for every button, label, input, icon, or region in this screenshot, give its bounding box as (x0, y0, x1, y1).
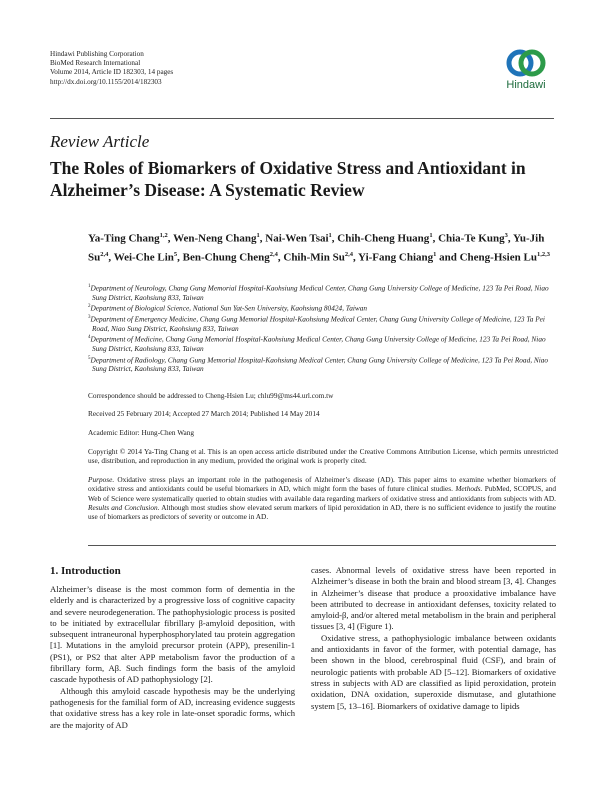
affiliation-item (88, 313, 558, 333)
abstract-purpose: Oxidative stress plays an important role in the pathogenesis of Alzheimer’s disease (AD). This paper aims to examine whether biomarkers of oxidative stress and antioxidants could be useful biomarkers in AD, which might form the bases of future clinical studies. (88, 475, 556, 494)
author-name: Wen-Neng Chang (173, 232, 257, 245)
author-affiliation-marker: 1,2 (159, 232, 168, 239)
abstract-methods-label: Methods. (455, 484, 483, 494)
affiliation-text: Department of Medicine, Chang Gung Memorial Hospital-Kaohsiung Medical Center, Chang Gung University College of Medicine, 123 Ta Pei Road, Niao Sung District, Kaohsiung 833, Taiwan (90, 334, 546, 354)
author-affiliation-marker: 1 (256, 232, 260, 239)
journal-header (50, 50, 173, 87)
affiliation-number: 4 (88, 335, 91, 341)
author-name: Yi-Fang Chiang (358, 251, 434, 264)
affiliations (88, 282, 558, 374)
author-name: Chia-Te Kung (438, 232, 505, 245)
article-type: Review Article (50, 132, 150, 151)
affiliation-text: Department of Radiology, Chang Gung Memorial Hospital-Kaohsiung Medical Center, Chang Gung University College of Medicine, 123 Ta Pei Road, Niao Sung District, Kaohsiung 833, Taiwan (90, 354, 549, 374)
author-name: Ben-Chung Cheng (182, 251, 270, 264)
copyright-notice: Copyright © 2014 Ya-Ting Chang et al. This is an open access article distributed under the Creative Commons Attribution License, which permits unrestricted use, distribution, and reproduction in any medium, provided the original work is properly cited. (88, 447, 558, 466)
header-divider (50, 118, 554, 119)
abstract-methods: PubMed, SCOPUS, and Web of Science were systematically queried to obtain studies with available data regarding markers of oxidative stress and antioxidants from subjects with AD. (88, 484, 556, 503)
author-affiliation-marker: 1 (433, 250, 437, 258)
logo-wordmark: Hindawi (506, 79, 546, 91)
affiliation-item (88, 354, 558, 374)
article-title: The Roles of Biomarkers of Oxidative Stress and Antioxidant in Alzheimer’s Disease: A Systematic Review (50, 158, 526, 200)
section-heading: 1. Introduction (50, 565, 121, 577)
academic-editor: Academic Editor: Hung-Chen Wang (88, 428, 195, 437)
paragraph: Oxidative stress, a pathophysiologic imbalance between oxidants and antioxidants in favor of the former, with potential damage, has been shown in the blood, cerebrospinal fluid (CSF), and brain of neurologic patients with probable AD [5–12]. Biomarkers of oxidative stress in subjects with AD are classified as lipid peroxidation, protein oxidation, DNA oxidation, superoxide dismutase, and glutathione system [5, 13–16]. Biomarkers of oxidative damage to lipids (311, 632, 556, 711)
author-affiliation-marker: 3 (504, 232, 508, 239)
volume-info: Volume 2014, Article ID 182303, 14 pages (50, 68, 174, 77)
publisher: Hindawi Publishing Corporation (50, 50, 144, 58)
affiliation-text: Department of Emergency Medicine, Chang Gung Memorial Hospital-Kaohsiung Medical Center, Chang Gung University College of Medicine, 123 Ta Pei Road, Niao Sung District, Kaohsiung 833, Taiwan (90, 314, 545, 333)
abstract-divider (88, 545, 556, 546)
abstract-results-label: Results and Conclusion. (88, 502, 160, 512)
affiliation-number: 3 (88, 315, 91, 321)
author-name: Wei-Che Lin (113, 251, 174, 264)
paragraph: cases. Abnormal levels of oxidative stress have been reported in Alzheimer’s disease in both the brain and blood stream [3, 4]. Changes in Alzheimer’s disease that produce a prooxidative imbalance have been attributed to decrease in antioxidant defenses, toxicity related to amyloid-β, and/or altered metal metabolism in the brain and peripheral tissues [3, 4] (Figure 1). (311, 565, 556, 632)
author-name: Nai-Wen Tsai (265, 232, 329, 245)
affiliation-text: Department of Biological Science, National Sun Yat-Sen University, Kaohsiung 80424, Taiwan (90, 303, 368, 313)
affiliation-number: 2 (88, 304, 91, 310)
paragraph: Although this amyloid cascade hypothesis may be the underlying pathogenesis for the familial form of AD, increasing evidence suggests that oxidative stress has a key role in late-onset sporadic forms, which are the majority of AD (50, 685, 295, 730)
author-affiliation-marker: 2,4 (344, 250, 353, 258)
left-column (50, 584, 295, 731)
author-name: and Cheng-Hsien Lu (439, 251, 537, 264)
affiliation-item (88, 302, 558, 313)
paragraph: Alzheimer’s disease is the most common form of dementia in the elderly and is characterized by a progressive loss of cognitive capacity and severe neurodegeneration. The pathophysiologic process is posited to be initiated by extracellular fibrillary β-amyloid deposition, with subsequent intraneuronal hyperphosphorylated tau protein aggregation [1]. Mutations in the amyloid precursor protein (APP), presenilin-1 (PS1), or PS2 that alter APP metabolism favor the production of a fibrillary form, Aβ. Such findings form the basis of the amyloid cascade hypothesis of AD pathophysiology [2]. (50, 584, 295, 685)
correspondence: Correspondence should be addressed to Cheng-Hsien Lu; chlu99@ms44.url.com.tw (88, 391, 334, 400)
abstract-results: Although most studies show elevated serum markers of lipid peroxidation in AD, there is no sufficient evidence to justify the routine use of biomarkers as predictors of severity or outcome in AD. (88, 502, 556, 522)
abstract (88, 475, 556, 521)
affiliation-number: 1 (88, 284, 91, 289)
author-name: Yu-Jih Su (88, 232, 545, 264)
abstract-purpose-label: Purpose. (88, 475, 115, 484)
hindawi-logo (498, 48, 554, 91)
author-affiliation-marker: 2,4 (100, 250, 109, 258)
journal-name: BioMed Research International (50, 59, 141, 68)
author-name: Chih-Min Su (283, 251, 345, 264)
right-column (311, 565, 556, 712)
author-list: Ya-Ting Chang$^{1,2}$, Wen-Neng Chang$^1$, Nai-Wen Tsai$^1$, Chih-Cheng Huang$^1$, Chia-Te Kung$^3$, Yu-Jih Su$^{2,4}$, Wei-Che Lin$^5$, Ben-Chung Cheng$^{2,4}$, Chih-Min Su$^{2,4}$, Yi-Fang Chiang$^1$ and Cheng-Hsien Lu$^{1,2,3}$ (88, 232, 550, 264)
author-name: Ya-Ting Chang (88, 232, 160, 245)
affiliation-number: 5 (88, 355, 91, 361)
affiliation-item (88, 333, 558, 353)
author-affiliation-marker: 1,2,3 (536, 250, 550, 258)
author-name: Chih-Cheng Huang (337, 232, 430, 245)
hindawi-rings-icon (504, 48, 548, 78)
author-affiliation-marker: 5 (173, 250, 178, 258)
author-affiliation-marker: 1 (328, 232, 332, 239)
publication-dates: Received 25 February 2014; Accepted 27 March 2014; Published 14 May 2014 (88, 409, 320, 418)
doi-link[interactable]: http://dx.doi.org/10.1155/2014/182303 (50, 77, 162, 86)
author-affiliation-marker: 2,4 (269, 250, 278, 258)
affiliation-item (88, 282, 558, 302)
affiliation-text: Department of Neurology, Chang Gung Memorial Hospital-Kaohsiung Medical Center, Chang Gung University College of Medicine, 123 Ta Pei Road, Niao Sung District, Kaohsiung 833, Taiwan (90, 283, 549, 302)
author-affiliation-marker: 1 (429, 232, 433, 239)
